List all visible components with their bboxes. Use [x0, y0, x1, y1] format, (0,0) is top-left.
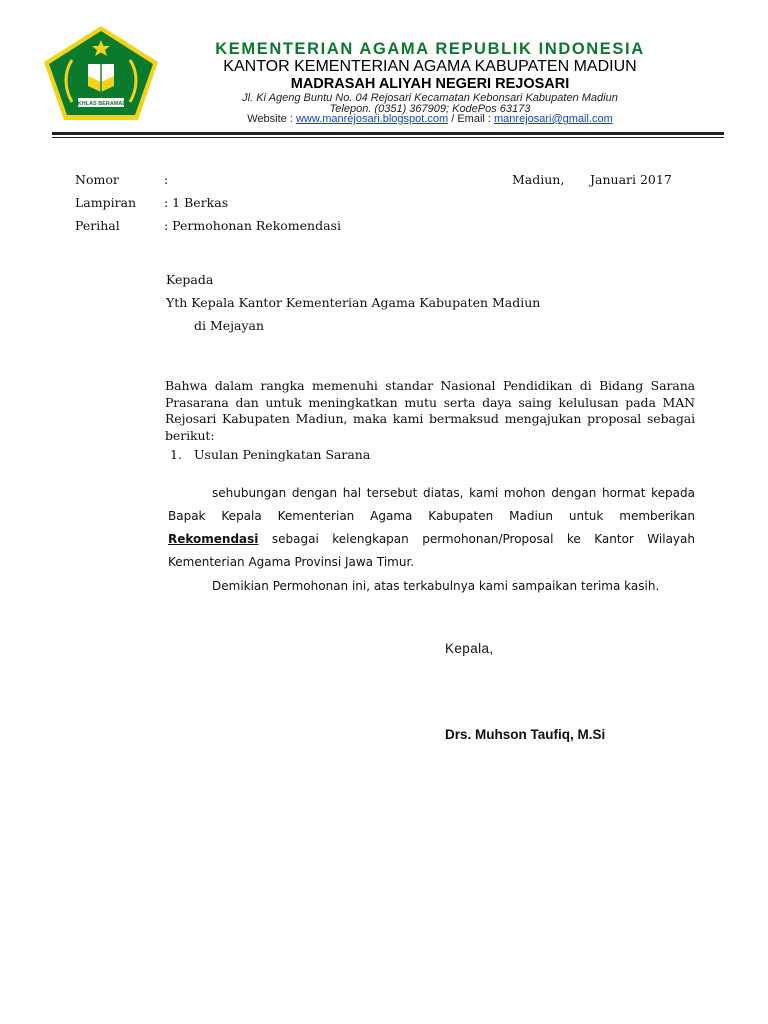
email-label: / Email : — [448, 113, 495, 125]
website-link[interactable]: www.manrejosari.blogspot.com — [295, 113, 449, 125]
ministry-name: KEMENTERIAN AGAMA REPUBLIK INDONESIA — [215, 40, 645, 58]
intro-paragraph: Bahwa dalam rangka memenuhi standar Nasional Pendidikan di Bidang Sarana Prasarana dan untuk meningkatkan mutu serta daya saing kelulusan pada MAN Rejosari Kabupaten Madiun, maka kami bermaksud mengajukan proposal sebagai berikut: — [165, 378, 695, 443]
perihal-value: : Permohonan Rekomendasi — [164, 218, 341, 233]
recipient-greeting: Kepada — [166, 272, 214, 287]
recipient-location: di Mejayan — [194, 318, 265, 333]
request-emphasis: Rekomendasi — [168, 532, 259, 546]
signature-name: Drs. Muhson Taufiq, M.Si — [445, 727, 606, 742]
request-paragraph — [168, 482, 695, 574]
ministry-logo-icon — [42, 24, 160, 122]
signature-title: Kepala, — [445, 641, 494, 656]
nomor-label: Nomor — [75, 172, 119, 187]
perihal-label: Perihal — [75, 218, 120, 233]
list-number: 1. — [170, 447, 182, 462]
lampiran-value: : 1 Berkas — [164, 195, 229, 210]
nomor-value: : — [164, 172, 169, 187]
recipient-name: Yth Kepala Kantor Kementerian Agama Kabupaten Madiun — [166, 295, 541, 310]
header-rule-thick — [52, 132, 724, 135]
school-address: Jl. Ki Ageng Buntu No. 04 Rejosari Kecamatan Kebonsari Kabupaten Madiun — [242, 92, 618, 104]
letter-date: Januari 2017 — [590, 172, 672, 187]
request-text-after: sebagai kelengkapan permohonan/Proposal ke Kantor Wilayah Kementerian Agama Provinsi Jawa Timur. — [168, 532, 695, 569]
lampiran-label: Lampiran — [75, 195, 137, 210]
request-text-before: sehubungan dengan hal tersebut diatas, kami mohon dengan hormat kepada Bapak Kepala Kementerian Agama Kabupaten Madiun untuk memberikan — [168, 486, 695, 523]
logo-motto: IKHLAS BERAMAL — [76, 101, 126, 107]
closing-text: Demikian Permohonan ini, atas terkabulnya kami sampaikan terima kasih. — [212, 579, 660, 593]
school-phone: Telepon. (0351) 367909; KodePos 63173 — [329, 103, 531, 115]
website-label: Website : — [247, 113, 296, 125]
school-name: MADRASAH ALIYAH NEGERI REJOSARI — [290, 76, 570, 92]
list-item: Usulan Peningkatan Sarana — [194, 447, 371, 462]
contact-line — [190, 113, 670, 125]
closing-paragraph — [168, 575, 695, 598]
header-rule-thin — [52, 137, 724, 138]
letter-place: Madiun, — [512, 172, 565, 187]
office-name: KANTOR KEMENTERIAN AGAMA KABUPATEN MADIUN — [223, 58, 637, 75]
email-link[interactable]: manrejosari@gmail.com — [494, 113, 613, 125]
